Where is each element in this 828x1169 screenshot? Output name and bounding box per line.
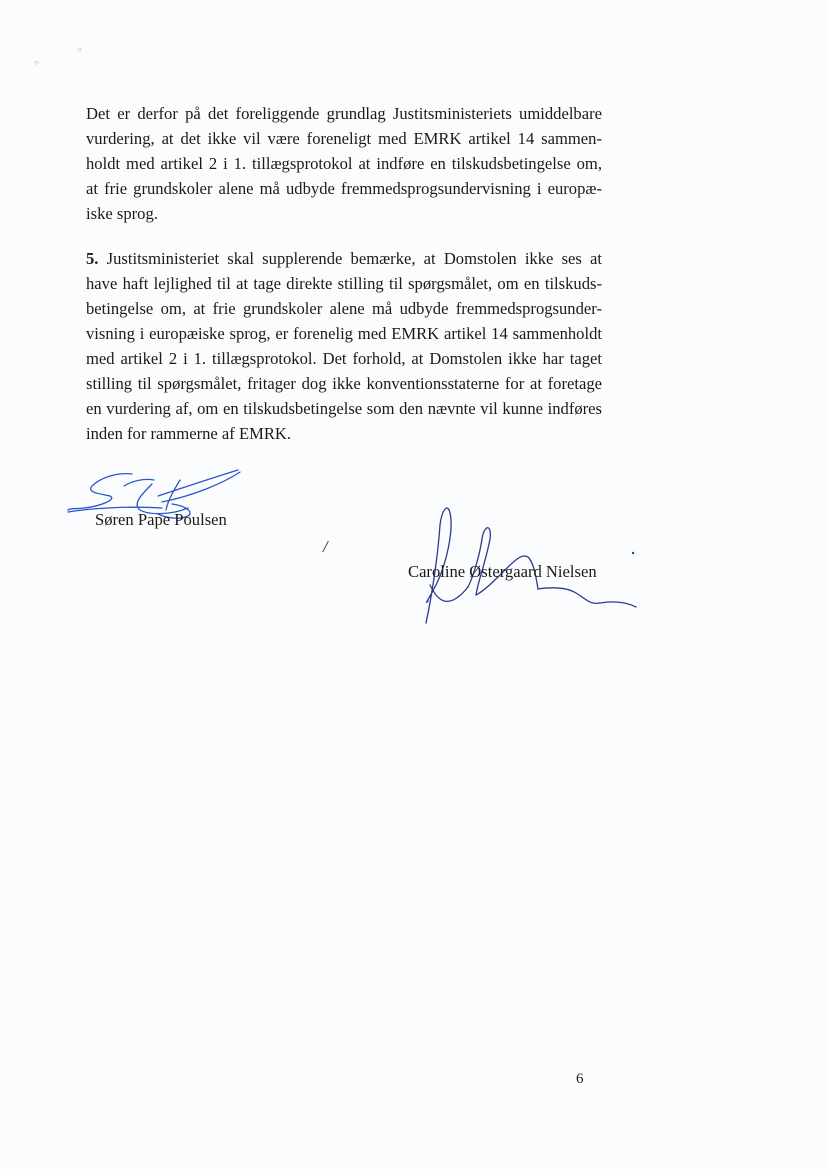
signatory-right-name: Caroline Østergaard Nielsen — [408, 562, 597, 581]
paragraph-5 — [86, 246, 602, 446]
paragraph-number: 5. — [86, 249, 99, 268]
paragraph-5-line: med artikel 2 i 1. tillægsprotokol. Det forhold, at Domstolen ikke har taget — [86, 349, 602, 368]
paragraph-1-line: Det er derfor på det foreliggende grundlag Justitsministeriets umiddelbare — [86, 104, 602, 123]
paragraph-5-line: have haft lejlighed til at tage direkte stilling til spørgsmålet, om en tilskuds- — [86, 274, 602, 293]
page-number: 6 — [576, 1071, 584, 1087]
paragraph-1 — [86, 101, 602, 226]
paragraph-5-line: Justitsministeriet skal supplerende bemærke, at Domstolen ikke ses at — [106, 249, 602, 268]
paragraph-5-line: inden for rammerne af EMRK. — [86, 424, 292, 443]
paragraph-5-first-line — [86, 246, 602, 271]
paragraph-5-line: stilling til spørgsmålet, fritager dog ikke konventionsstaterne for at foretage — [86, 374, 602, 393]
paragraph-5-line: en vurdering af, om en tilskudsbetingelse som den nævnte vil kunne indføres — [86, 399, 602, 418]
paragraph-5-line: visning i europæiske sprog, er forenelig med EMRK artikel 14 sammenholdt — [86, 324, 602, 343]
paragraph-1-line: holdt med artikel 2 i 1. tillægsprotokol at indføre en tilskudsbetingelse om, — [86, 154, 602, 173]
signatory-left-name: Søren Pape Poulsen — [95, 510, 227, 529]
paragraph-1-line: at frie grundskoler alene må udbyde fremmedsprogsundervisning i europæ- — [86, 179, 602, 198]
signature-separator: / — [323, 537, 328, 556]
paragraph-5-line: betingelse om, at frie grundskoler alene må udbyde fremmedsprogsunder- — [86, 299, 602, 318]
scan-speck: ○ — [77, 45, 82, 54]
scan-speck: ○ — [34, 58, 39, 67]
paragraph-1-line: vurdering, at det ikke vil være foreneligt med EMRK artikel 14 sammen- — [86, 129, 602, 148]
paragraph-1-line: iske sprog. — [86, 204, 158, 223]
